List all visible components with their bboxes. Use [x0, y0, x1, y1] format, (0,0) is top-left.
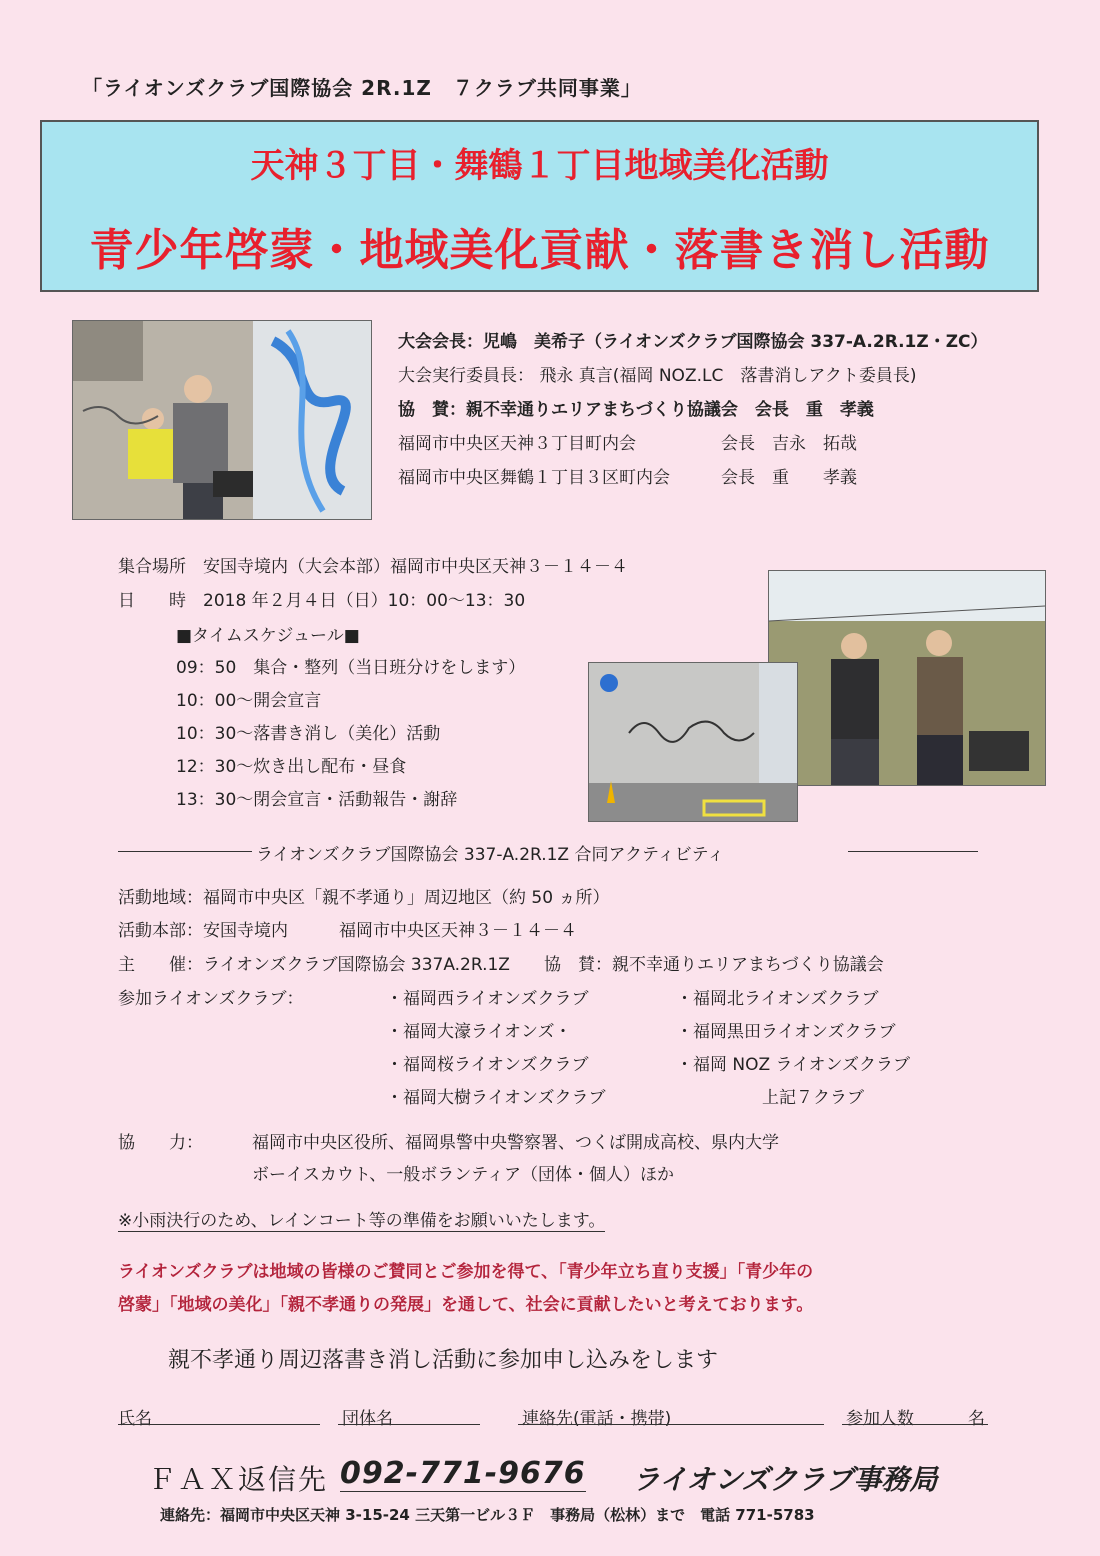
club-item: ・福岡北ライオンズクラブ [676, 989, 879, 1009]
count-field[interactable] [842, 1424, 988, 1425]
banner-title-line2: 青少年啓蒙・地域美化貢献・落書き消し活動 [89, 225, 990, 276]
club-item: ・福岡桜ライオンズクラブ [386, 1055, 589, 1075]
club-item: ・福岡大濠ライオンズ・ [386, 1022, 572, 1042]
schedule-item: 10：00～開会宣言 [176, 691, 322, 711]
schedule-title: ■タイムスケジュール■ [176, 626, 360, 646]
fax-number: 092-771-9676 [340, 1456, 586, 1491]
officials-list [398, 325, 988, 495]
volunteers-photo-image [769, 571, 1045, 785]
count-unit: 名 [968, 1409, 985, 1429]
title-banner [40, 120, 1039, 292]
schedule-item: 10：30～落書き消し（美化）活動 [176, 724, 441, 744]
official-president: 大会会長：児嶋 美希子（ライオンズクラブ国際協会 337-A.2R.1Z・ZC） [398, 332, 988, 352]
divider-right [848, 851, 978, 852]
official-committee-chair: 大会実行委員長： 飛永 真言(福岡 NOZ.LC 落書消しアクト委員長) [398, 366, 917, 386]
graffiti-wall-photo [588, 662, 798, 822]
group-field[interactable] [338, 1424, 480, 1425]
banner-title-line1: 天神３丁目・舞鶴１丁目地域美化活動 [250, 146, 829, 186]
divider-left [118, 851, 252, 852]
message-line1: ライオンズクラブは地域の皆様のご賛同とご参加を得て、「青少年立ち直り支援」「青少年の [118, 1262, 814, 1282]
cooperation-line1: 福岡市中央区役所、福岡県警中央警察署、つくば開成高校、県内大学 [252, 1133, 779, 1153]
schedule-item: 12：30～炊き出し配布・昼食 [176, 757, 407, 777]
graffiti-cleanup-photo [72, 320, 372, 520]
activity-host: 主 催：ライオンズクラブ国際協会 337A.2R.1Z 協 賛：親不幸通りエリアまちづくり協議会 [118, 955, 884, 975]
name-field[interactable] [118, 1424, 320, 1425]
rain-note: ※小雨決行のため、レインコート等の準備をお願いいたします。 [118, 1206, 605, 1232]
official-town-assoc-2: 福岡市中央区舞鶴１丁目３区町内会 会長 重 孝義 [398, 468, 857, 488]
contact-label: 連絡先(電話・携帯) [522, 1409, 672, 1429]
club-item: ・福岡西ライオンズクラブ [386, 989, 589, 1009]
club-item: ・福岡黒田ライオンズクラブ [676, 1022, 896, 1042]
volunteers-photo [768, 570, 1046, 786]
club-item: ・福岡大樹ライオンズクラブ [386, 1088, 606, 1108]
clubs-label: 参加ライオンズクラブ： [118, 989, 304, 1009]
event-datetime: 日 時 2018 年２月４日（日）10：00～13：30 [118, 591, 526, 611]
application-title: 親不孝通り周辺落書き消し活動に参加申し込みをします [168, 1348, 719, 1373]
footer-contact: 連絡先：福岡市中央区天神 3-15-24 三天第一ビル３Ｆ 事務局（松林）まで 電話 771-5783 [160, 1506, 815, 1524]
event-venue: 集合場所 安国寺境内（大会本部）福岡市中央区天神３－１４－４ [118, 557, 628, 577]
activity-hq: 活動本部：安国寺境内 福岡市中央区天神３－１４－４ [118, 921, 577, 941]
group-label: 団体名 [342, 1409, 393, 1429]
name-label: 氏名 [118, 1409, 152, 1429]
message-line2: 啓蒙」「地域の美化」「親不孝通りの発展」を通して、社会に貢献したいと考えております。 [118, 1295, 814, 1315]
office-name: ライオンズクラブ事務局 [632, 1463, 938, 1496]
graffiti-cleanup-photo-image [73, 321, 371, 519]
official-town-assoc-1: 福岡市中央区天神３丁目町内会 会長 吉永 拓哉 [398, 434, 857, 454]
club-item: ・福岡 NOZ ライオンズクラブ [676, 1055, 911, 1075]
schedule-item: 09：50 集合・整列（当日班分けをします） [176, 658, 526, 678]
schedule-item: 13：30～閉会宣言・活動報告・謝辞 [176, 790, 458, 810]
activity-area: 活動地域：福岡市中央区「親不孝通り」周辺地区（約 50 ヵ所） [118, 888, 610, 908]
count-label: 参加人数 [846, 1409, 914, 1429]
cooperation-line2: ボーイスカウト、一般ボランティア（団体・個人）ほか [252, 1165, 674, 1185]
official-sponsor: 協 賛：親不幸通りエリアまちづくり協議会 会長 重 孝義 [398, 400, 874, 420]
top-title: 「ライオンズクラブ国際協会 2R.1Z ７クラブ共同事業」 [82, 76, 642, 100]
activity-divider-label: ライオンズクラブ国際協会 337-A.2R.1Z 合同アクティビティ [256, 845, 725, 865]
fax-label: ＦＡＸ返信先 [148, 1463, 329, 1496]
graffiti-wall-photo-image [589, 663, 797, 821]
contact-field[interactable] [518, 1424, 824, 1425]
clubs-total: 上記７クラブ [762, 1088, 864, 1108]
cooperation-label: 協 力： [118, 1133, 203, 1153]
